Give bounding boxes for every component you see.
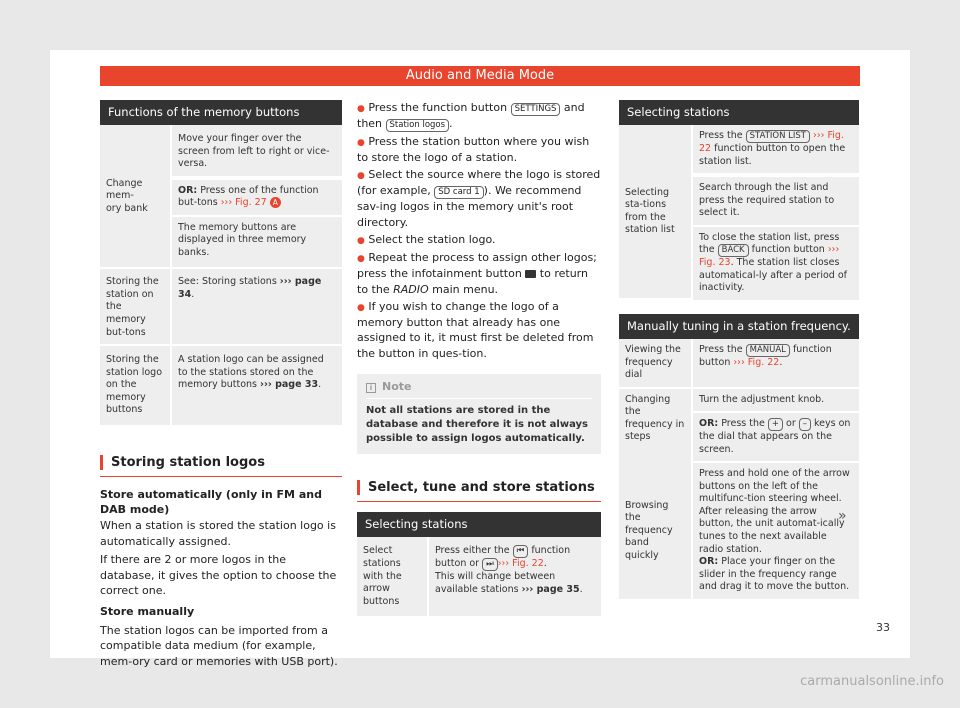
list-item: ● Select the source where the logo is stored (for example, SD card 1 ). We recommend sav-ing logos in the memory unit's root directory.	[357, 168, 601, 229]
table-title: Functions of the memory buttons	[100, 100, 342, 125]
settings-button-glyph: SETTINGS	[511, 103, 561, 116]
row-value: See: Storing stations ››› page 34.	[172, 269, 342, 346]
row-value: A station logo can be assigned to the stations stored on the memory buttons ››› page 33.	[172, 346, 342, 425]
continue-marker: »	[838, 508, 847, 524]
subheading: Store automatically (only in FM and DAB mode)	[100, 487, 322, 517]
column-2	[357, 100, 601, 616]
paragraph: When a station is stored the station logo is automatically assigned.	[100, 518, 336, 548]
list-item: ● Press the station button where you wish to store the logo of a station.	[357, 135, 590, 164]
row-value: Press the MANUAL function button ››› Fig. 22.	[693, 339, 859, 389]
row-value: Search through the list and press the required station to select it.	[693, 175, 859, 225]
column-1	[100, 100, 342, 669]
row-value: Press and hold one of the arrow buttons on the left of the multifunc-tion steering wheel. After releasing the arrow button, the unit automat-ically tunes to the next available radio station. OR: Place your finger on the slider in the frequency range and drag it to move the button.	[693, 463, 859, 598]
table-title: Manually tuning in a station frequency.	[619, 314, 859, 339]
row-label: Viewing the frequency dial	[619, 339, 693, 389]
note-box	[357, 374, 601, 455]
row-value: Move your finger over the screen from left to right or vice-versa.	[172, 125, 342, 178]
subheading: Store manually	[100, 605, 195, 618]
row-label: Selecting sta-tions from the station list	[619, 125, 693, 300]
station-list-button-glyph: STATION LIST	[746, 130, 810, 143]
row-label: Change mem- ory bank	[100, 125, 172, 269]
row-value: OR: Press one of the function but-tons ››› Fig. 27 A	[172, 178, 342, 215]
row-label: Storing the station logo on the memory buttons	[100, 346, 172, 425]
manual-button-glyph: MANUAL	[746, 344, 790, 357]
section-heading: Storing station logos	[100, 455, 342, 477]
row-value: Press either the ⏮ function button or ⏭ ››› Fig. 22. This will change between available stations ››› page 35.	[429, 537, 601, 616]
column-3	[619, 100, 859, 599]
row-value: OR: Press the + or – keys on the dial that appears on the screen.	[693, 411, 859, 463]
row-label: Storing the station on the memory but-tons	[100, 269, 172, 346]
row-value: Turn the adjustment knob.	[693, 389, 859, 412]
list-item: ● Select the station logo.	[357, 233, 496, 247]
row-label: Select stations with the arrow buttons	[357, 537, 429, 616]
figure-badge: A	[270, 197, 281, 208]
paragraph: The station logos can be imported from a compatible data medium (for example, mem-ory card or memories with USB port).	[100, 623, 338, 668]
table-title: Selecting stations	[357, 512, 601, 537]
page-header	[100, 66, 860, 86]
note-header: i Note	[366, 380, 592, 399]
manual-tuning-table	[619, 314, 859, 599]
row-label: Browsing the frequency band quickly	[619, 463, 693, 598]
minus-key-glyph: –	[799, 418, 811, 431]
skip-forward-icon: ⏭	[482, 558, 498, 571]
station-logos-button-glyph: Station logos	[386, 119, 450, 132]
row-value: Press the STATION LIST ››› Fig. 22 function button to open the station list.	[693, 125, 859, 175]
info-icon: i	[366, 383, 376, 393]
page-number: 33	[876, 621, 890, 634]
header-title: Audio and Media Mode	[405, 68, 555, 83]
select-stations-table	[357, 512, 601, 616]
memory-buttons-table	[100, 100, 342, 425]
list-item: ● If you wish to change the logo of a memory button that already has one assigned to it, it must first be deleted from the button in ques-tion.	[357, 300, 594, 361]
note-text: Not all stations are stored in the database and therefore it is not always possible to assign logos automatically.	[366, 404, 589, 445]
skip-back-icon: ⏮	[513, 545, 529, 558]
paragraph: If there are 2 or more logos in the database, it gives the option to choose the correct one.	[100, 553, 337, 598]
back-button-glyph: BACK	[718, 244, 749, 257]
list-item: ● Repeat the process to assign other logos; press the infotainment button to return to the RADIO main menu.	[357, 251, 597, 296]
row-value: The memory buttons are displayed in three memory banks.	[172, 215, 342, 270]
row-value: To close the station list, press the BACK function button ››› Fig. 23. The station list closes automatical-ly after a period of inactivity.	[693, 225, 859, 300]
row-label: Changing the frequency in steps	[619, 389, 693, 464]
selecting-stations-table	[619, 100, 859, 300]
sd-card-button-glyph: SD card 1	[434, 186, 483, 199]
plus-key-glyph: +	[768, 418, 783, 431]
list-item: ● Press the function button SETTINGS and then Station logos .	[357, 101, 585, 130]
watermark: carmanualsonline.info	[800, 674, 944, 689]
table-title: Selecting stations	[619, 100, 859, 125]
section-heading: Select, tune and store stations	[357, 480, 601, 502]
radio-icon	[525, 270, 536, 278]
